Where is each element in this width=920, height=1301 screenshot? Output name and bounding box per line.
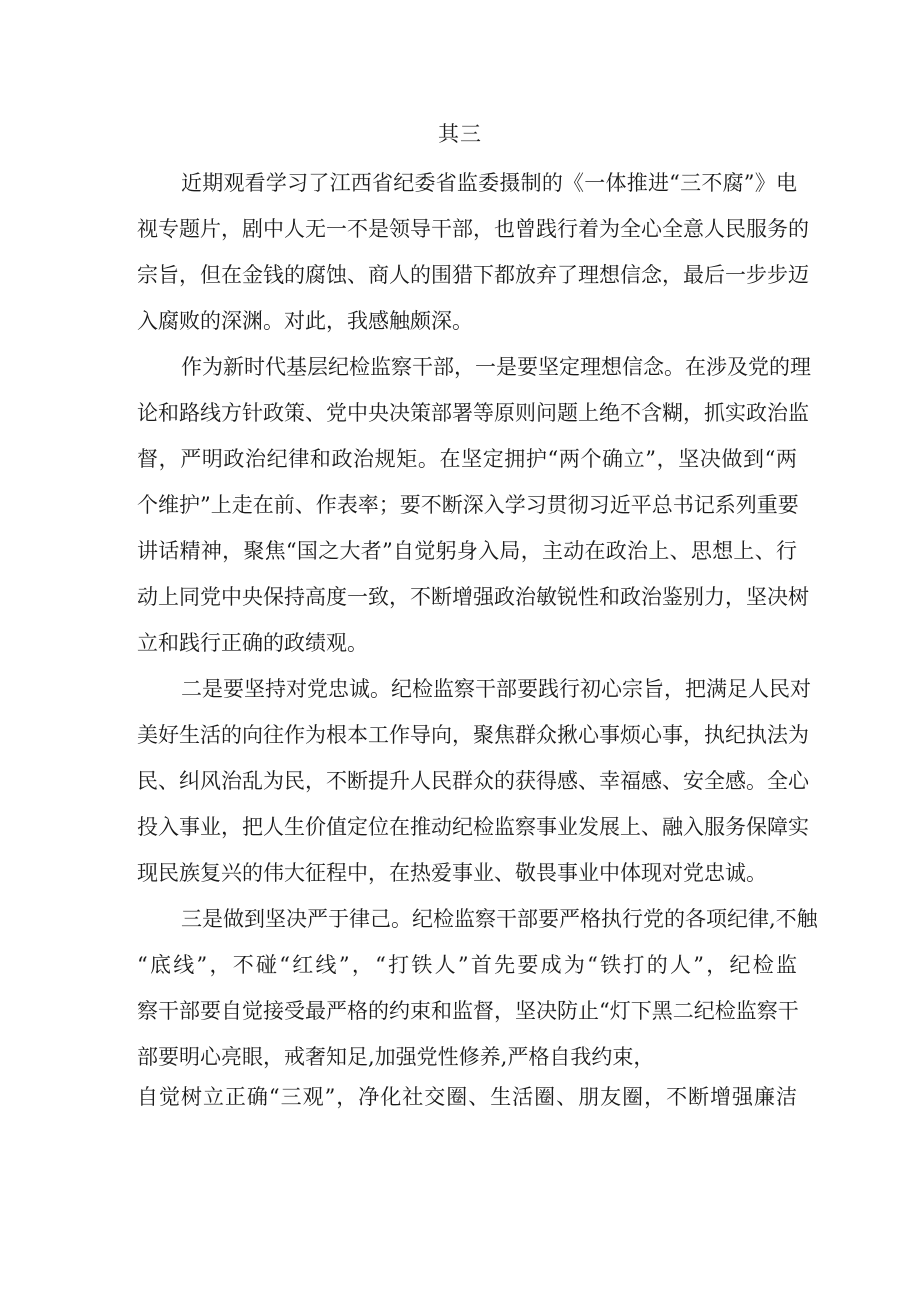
paragraph-1-line-3: 宗旨，但在金钱的腐蚀、商人的围猎下都放弃了理想信念，最后一步步迈 — [137, 263, 809, 287]
paragraph-4-line-3: 察干部要自觉接受最严格的约束和监督，坚决防止“灯下黑二纪检监察干 — [137, 999, 799, 1023]
paragraph-4-line-1: 三是做到坚决严于律己。纪检监察干部要严格执行党的各项纪律,不触 — [181, 907, 818, 931]
paragraph-3-line-2: 美好生活的向往作为根本工作导向，聚焦群众揪心事烦心事，执纪执法为 — [137, 723, 809, 747]
paragraph-3-line-5: 现民族复兴的伟大征程中，在热爱事业、敬畏事业中体现对党忠诚。 — [137, 861, 767, 885]
paragraph-3-line-3: 民、纠风治乱为民，不断提升人民群众的获得感、幸福感、安全感。全心 — [137, 769, 809, 793]
paragraph-2-line-7: 立和践行正确的政绩观。 — [137, 631, 368, 655]
paragraph-1-line-4: 入腐败的深渊。对此，我感触颇深。 — [137, 309, 473, 333]
paragraph-1-line-2: 视专题片，剧中人无一不是领导干部，也曾践行着为全心全意人民服务的 — [137, 217, 809, 241]
paragraph-2-line-6: 动上同党中央保持高度一致，不断增强政治敏锐性和政治鉴别力，坚决树 — [137, 585, 809, 609]
paragraph-3-line-1: 二是要坚持对党忠诚。纪检监察干部要践行初心宗旨，把满足人民对 — [181, 677, 811, 701]
paragraph-4-line-4: 部要明心亮眼，戒奢知足,加强党性修养,严格自我约束， — [137, 1045, 655, 1069]
paragraph-4-line-5: 自觉树立正确“三观”，净化社交圈、生活圈、朋友圈，不断增强廉洁 — [137, 1085, 797, 1109]
paragraph-1-line-1: 近期观看学习了江西省纪委省监委摄制的《一体推进“三不腐”》电 — [181, 171, 797, 195]
paragraph-2-line-4: 个维护”上走在前、作表率；要不断深入学习贯彻习近平总书记系列重要 — [137, 493, 799, 517]
paragraph-2-line-3: 督，严明政治纪律和政治规矩。在坚定拥护“两个确立”，坚决做到“两 — [137, 447, 797, 471]
paragraph-2-line-1: 作为新时代基层纪检监察干部，一是要坚定理想信念。在涉及党的理 — [181, 355, 811, 379]
paragraph-2-line-5: 讲话精神，聚焦“国之大者”自觉躬身入局，主动在政治上、思想上、行 — [137, 539, 797, 563]
paragraph-3-line-4: 投入事业，把人生价值定位在推动纪检监察事业发展上、融入服务保障实 — [137, 815, 809, 839]
document-title: 其三 — [438, 122, 482, 146]
paragraph-4-line-2: “底线”，不碰“红线”，“打铁人”首先要成为“铁打的人”，纪检监 — [137, 953, 797, 977]
paragraph-2-line-2: 论和路线方针政策、党中央决策部署等原则问题上绝不含糊，抓实政治监 — [137, 401, 809, 425]
